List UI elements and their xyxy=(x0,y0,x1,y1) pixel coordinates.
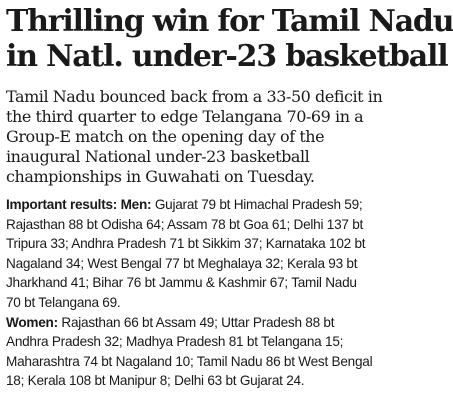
lead-line: the third quarter to edge Telangana 70-69 in a xyxy=(6,107,364,126)
headline xyxy=(5,4,453,74)
women-results-label: Women: xyxy=(6,314,58,330)
lead-paragraph xyxy=(5,87,402,187)
results-line: 18; Kerala 108 bt Manipur 8; Delhi 63 bt Gujarat 24. xyxy=(6,373,305,389)
results-line: Maharashtra 74 bt Nagaland 10; Tamil Nadu 86 bt West Bengal xyxy=(6,353,373,369)
results-line: Jharkhand 41; Bihar 76 bt Jammu & Kashmir 67; Tamil Nadu xyxy=(6,275,357,291)
headline-line: in Natl. under-23 basketball xyxy=(6,39,448,74)
women-results xyxy=(5,313,402,391)
results-text: Rajasthan 66 bt Assam 49; Uttar Pradesh 88 bt xyxy=(57,314,335,330)
lead-line: Group-E match on the opening day of the xyxy=(6,127,325,146)
results-line: Rajasthan 88 bt Odisha 64; Assam 78 bt Goa 61; Delhi 137 bt xyxy=(6,216,364,232)
results-line: 70 bt Telangana 69. xyxy=(6,294,121,310)
results-line: Andhra Pradesh 32; Madhya Pradesh 81 bt Telangana 15; xyxy=(6,334,344,350)
lead-line: Tamil Nadu bounced back from a 33-50 deficit in xyxy=(6,87,383,106)
headline-line: Thrilling win for Tamil Nadu xyxy=(6,4,453,39)
results-line: Tripura 33; Andhra Pradesh 71 bt Sikkim 37; Karnataka 102 bt xyxy=(6,236,366,252)
men-results xyxy=(5,195,402,313)
results-line: Nagaland 34; West Bengal 77 bt Meghalaya 32; Kerala 93 bt xyxy=(6,255,358,271)
results-line xyxy=(6,195,402,215)
lead-line: championships in Guwahati on Tuesday. xyxy=(6,167,315,186)
results-text: Gujarat 79 bt Himachal Pradesh 59; xyxy=(151,197,363,212)
men-results-label: Important results: Men: xyxy=(6,197,152,212)
lead-line: inaugural National under-23 basketball xyxy=(6,147,310,166)
results-line xyxy=(6,313,402,333)
